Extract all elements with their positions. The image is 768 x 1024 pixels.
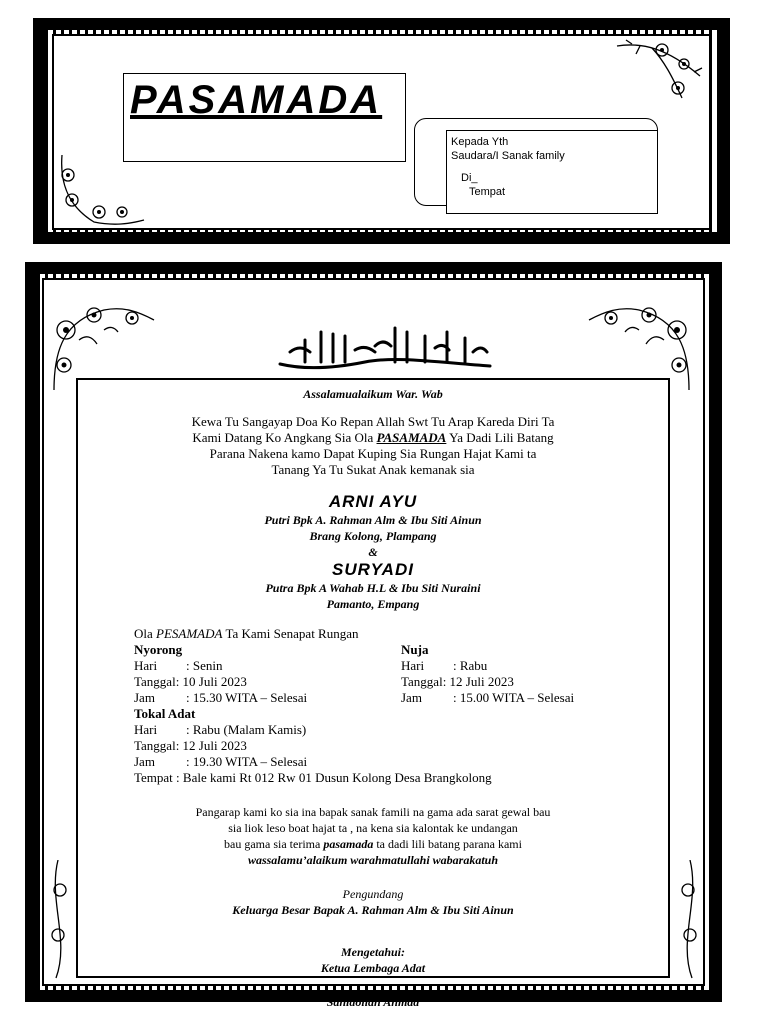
event-value: : 15.00 WITA – Selesai bbox=[453, 690, 575, 705]
event-venue: Tempat : Bale kami Rt 012 Rw 01 Dusun Kolong Desa Brangkolong bbox=[134, 770, 492, 785]
title-box bbox=[123, 73, 406, 162]
intro-line: Parana Nakena kamo Dapat Kuping Sia Rungan Hajat Kami ta bbox=[209, 446, 537, 461]
intro-line-end: Ya Dadi Lili Batang bbox=[449, 430, 554, 445]
event-intro-pre: Ola bbox=[134, 626, 153, 641]
event-intro-emphasis: PESAMADA bbox=[156, 626, 223, 641]
event-intro bbox=[134, 626, 668, 642]
groom-name: SURYADI bbox=[332, 560, 414, 579]
event-label: Jam bbox=[134, 690, 155, 705]
floral-ornament-bottom-left-corner bbox=[44, 860, 78, 980]
event-value: : Senin bbox=[186, 658, 223, 673]
intro-line-start: Kami Datang Ko Angkang Sia Ola bbox=[192, 430, 374, 445]
groom-place: Pamanto, Empang bbox=[326, 597, 420, 611]
envelope-title: PASAMADA bbox=[130, 78, 383, 122]
ampersand: & bbox=[368, 545, 378, 559]
address-line: Tempat bbox=[469, 186, 506, 198]
event-label: Hari bbox=[401, 658, 425, 673]
intro-line bbox=[78, 430, 668, 446]
floral-ornament-top-right bbox=[612, 36, 708, 106]
invitation-letter bbox=[76, 378, 670, 1009]
address-card bbox=[446, 130, 658, 214]
closing-line-start: bau gama sia terima bbox=[224, 837, 321, 851]
closing-line: sia liok leso boat hajat ta , na kena sia kalontak ke undangan bbox=[228, 821, 518, 835]
event-label: Tanggal bbox=[401, 674, 443, 689]
pengundang-label: Pengundang bbox=[342, 887, 404, 901]
tokal-adat-event bbox=[134, 706, 668, 786]
closing-paragraph bbox=[78, 804, 668, 868]
intro-emphasis: PASAMADA bbox=[376, 430, 447, 445]
bride-place: Brang Kolong, Plampang bbox=[309, 529, 437, 543]
closing-salam: wassalamu’alaikum warahmatullahi wabarakatuh bbox=[247, 853, 499, 867]
address-line: Di_ bbox=[461, 172, 478, 184]
signer-name: Sahidollah Ahmad bbox=[326, 995, 420, 1009]
bride-name: ARNI AYU bbox=[328, 492, 418, 511]
event-title: Tokal Adat bbox=[134, 706, 196, 721]
closing-line: Pangarap kami ko sia ina bapak sanak famili na gama ada sarat gewal bau bbox=[195, 805, 551, 819]
address-line: Kepada Yth bbox=[451, 136, 509, 148]
closing-emphasis: pasamada bbox=[323, 837, 374, 851]
event-label: Hari bbox=[134, 658, 158, 673]
event-value: : Rabu (Malam Kamis) bbox=[186, 722, 307, 737]
intro-line: Tanang Ya Tu Sukat Anak kemanak sia bbox=[271, 462, 475, 477]
mengetahui-label: Mengetahui: bbox=[340, 945, 405, 959]
event-intro-post: Ta Kami Senapat Rungan bbox=[225, 626, 359, 641]
mengetahui-title: Ketua Lembaga Adat bbox=[320, 961, 426, 975]
intro-line: Kewa Tu Sangayap Doa Ko Repan Allah Swt Tu Arap Kareda Diri Ta bbox=[191, 414, 555, 429]
floral-ornament-bottom-right-corner bbox=[670, 860, 704, 980]
event-columns bbox=[134, 642, 668, 706]
floral-ornament-bottom-left bbox=[54, 150, 149, 230]
intro-paragraph bbox=[78, 414, 668, 478]
nuja-event bbox=[401, 642, 668, 706]
greeting: Assalamualaikum War. Wab bbox=[303, 387, 443, 401]
event-value: : 19.30 WITA – Selesai bbox=[186, 754, 308, 769]
event-title: Nyorong bbox=[134, 642, 183, 657]
bismillah-calligraphy bbox=[275, 322, 495, 374]
groom-parents: Putra Bpk A Wahab H.L & Ibu Siti Nuraini bbox=[265, 581, 481, 595]
nyorong-event bbox=[134, 642, 401, 706]
bride-parents: Putri Bpk A. Rahman Alm & Ibu Siti Ainun bbox=[264, 513, 482, 527]
event-value: : 15.30 WITA – Selesai bbox=[186, 690, 308, 705]
event-value: : Rabu bbox=[453, 658, 488, 673]
event-label: Tanggal bbox=[134, 738, 176, 753]
event-title: Nuja bbox=[401, 642, 429, 657]
event-label: Hari bbox=[134, 722, 158, 737]
closing-line bbox=[78, 836, 668, 852]
event-label: Jam bbox=[134, 754, 155, 769]
event-label: Tanggal bbox=[134, 674, 176, 689]
event-value: : 12 Juli 2023 bbox=[442, 674, 514, 689]
address-line: Saudara/I Sanak family bbox=[451, 150, 565, 162]
event-value: : 12 Juli 2023 bbox=[175, 738, 247, 753]
event-value: : 10 Juli 2023 bbox=[175, 674, 247, 689]
pengundang-name: Keluarga Besar Bapak A. Rahman Alm & Ibu Siti Ainun bbox=[232, 903, 514, 917]
closing-line-end: ta dadi lili batang parana kami bbox=[376, 837, 522, 851]
event-label: Jam bbox=[401, 690, 422, 705]
